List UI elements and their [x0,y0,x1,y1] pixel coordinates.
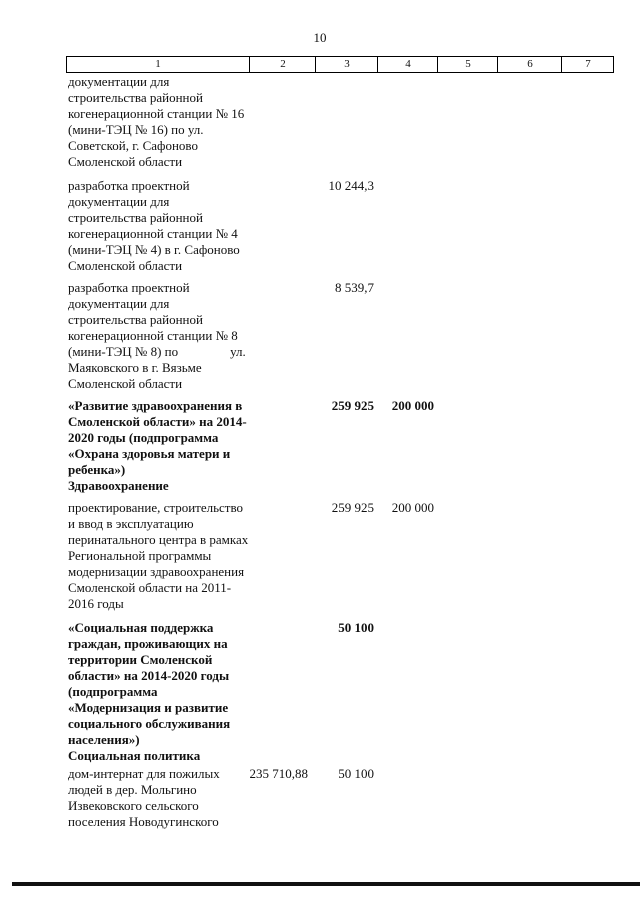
row-6-col2-value: 235 710,88 [249,766,308,781]
row-0-line: когенерационной станции № 16 [68,106,245,121]
row-2-col3-value: 8 539,7 [335,280,374,295]
row-0-line: Смоленской области [68,154,183,169]
row-1-line: (мини-ТЭЦ № 4) в г. Сафоново [68,242,240,257]
row-3-line: «Охрана здоровья матери и [68,446,231,461]
row-4-line: перинатального центра в рамках [68,532,249,547]
row-3-line: Здравоохранение [68,478,169,493]
row-5-line: Социальная политика [68,748,201,763]
row-5-col3-value: 50 100 [338,620,374,635]
row-6-line: Извековского сельского [68,798,199,813]
row-4-line: проектирование, строительство [68,500,244,515]
row-0-description [68,74,244,170]
column-header-2: 2 [249,57,316,72]
row-0-line: Советской, г. Сафоново [68,138,198,153]
row-2-line: (мини-ТЭЦ № 8) по ул. [68,344,246,359]
row-2-line: когенерационной станции № 8 [68,328,238,343]
column-header-1: 1 [155,58,161,70]
page-number: 10 [313,30,327,45]
row-2-line: Маяковского в г. Вязьме [68,360,202,375]
row-2-line: документации для [68,296,170,311]
row-1-line: разработка проектной [68,178,190,193]
row-3-description [68,398,247,494]
row-5-line: социального обслуживания [68,716,231,731]
row-4-line: Смоленской области на 2011- [68,580,232,595]
row-3-line: Смоленской области» на 2014- [68,414,247,429]
row-1-line: когенерационной станции № 4 [68,226,238,241]
row-0-line: документации для [68,74,170,89]
row-1-description [68,178,240,274]
row-5-line: «Модернизация и развитие [68,700,229,715]
row-3-col4-value: 200 000 [391,398,434,413]
row-4-line: 2016 годы [68,596,124,611]
row-1-col3-value: 10 244,3 [328,178,374,193]
row-5-line: «Социальная поддержка [68,620,214,635]
row-4-line: и ввод в эксплуатацию [68,516,194,531]
row-4-col4-value: 200 000 [391,500,434,515]
column-header-5: 5 [437,57,498,72]
row-5-line: территории Смоленской [68,652,213,667]
column-header-6: 6 [497,57,562,72]
row-0-line: строительства районной [68,90,203,105]
row-5-description [68,620,230,764]
row-5-line: граждан, проживающих на [68,636,228,651]
row-1-line: документации для [68,194,170,209]
row-6-line: поселения Новодугинского [68,814,219,829]
row-2-description [68,280,246,392]
row-2-line: Смоленской области [68,376,183,391]
row-6-col3-value: 50 100 [338,766,374,781]
row-6-description [68,766,220,830]
bottom-rule [12,882,640,886]
row-4-description [68,500,248,612]
row-3-line: «Развитие здравоохранения в [68,398,243,413]
column-header-7: 7 [561,57,614,72]
column-header-4: 4 [377,57,438,72]
row-5-line: населения») [68,732,140,747]
row-4-line: модернизации здравоохранения [68,564,245,579]
row-5-line: (подпрограмма [68,684,158,699]
column-header-3: 3 [315,57,378,72]
row-2-line: строительства районной [68,312,203,327]
row-1-line: строительства районной [68,210,203,225]
row-2-line: разработка проектной [68,280,190,295]
row-5-line: области» на 2014-2020 годы [68,668,230,683]
row-1-line: Смоленской области [68,258,183,273]
row-4-col3-value: 259 925 [331,500,374,515]
row-0-line: (мини-ТЭЦ № 16) по ул. [68,122,204,137]
row-3-col3-value: 259 925 [331,398,374,413]
row-6-line: людей в дер. Мольгино [68,782,197,797]
column-number-header [66,56,614,73]
row-6-line: дом-интернат для пожилых [68,766,220,781]
row-3-line: ребенка») [68,462,126,477]
row-4-line: Региональной программы [68,548,212,563]
row-3-line: 2020 годы (подпрограмма [68,430,219,445]
